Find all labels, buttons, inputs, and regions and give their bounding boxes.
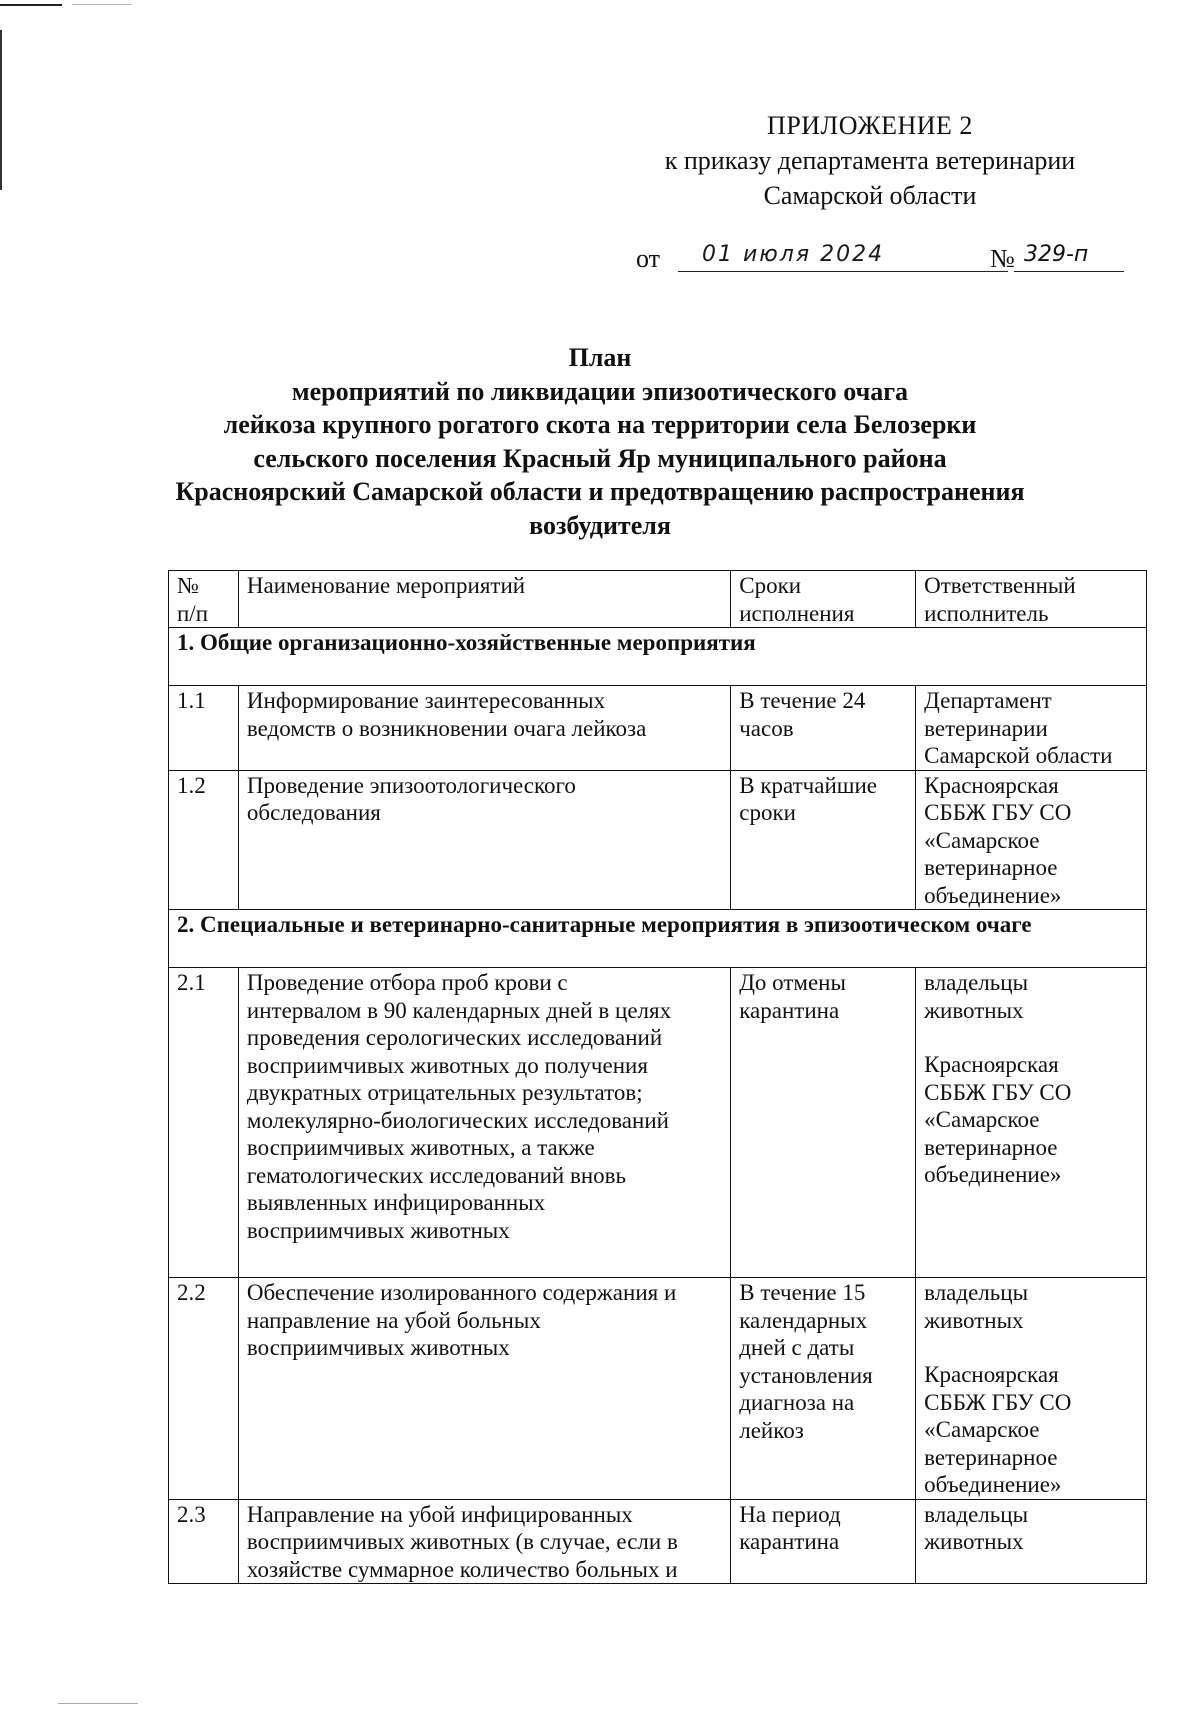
plan-table <box>168 570 1147 1584</box>
section-title: 2. Специальные и ветеринарно-санитарные мероприятия в эпизоотическом очаге <box>169 910 1147 968</box>
row-num: 2.2 <box>169 1278 239 1500</box>
row-name: Информирование заинтересованных ведомств о возникновении очага лейкоза <box>238 686 730 771</box>
order-date-number <box>636 244 1126 280</box>
header-term: Сроки исполнения <box>731 571 916 628</box>
header-num: № п/п <box>169 571 239 628</box>
row-term: До отмены карантина <box>731 968 916 1278</box>
header-responsible: Ответственный исполнитель <box>916 571 1147 628</box>
row-name: Проведение эпизоотологического обследования <box>238 770 730 910</box>
row-responsible: владельцы животных Красноярская СББЖ ГБУ СО «Самарское ветеринарное объединение» <box>916 1278 1147 1500</box>
table-row <box>169 1499 1147 1584</box>
annex-line: Самарской области <box>763 181 977 210</box>
table-row <box>169 968 1147 1278</box>
title-line: сельского поселения Красный Яр муниципального района <box>253 443 947 473</box>
row-responsible: владельцы животных Красноярская СББЖ ГБУ СО «Самарское ветеринарное объединение» <box>916 968 1147 1278</box>
scan-edge-mark <box>0 4 62 6</box>
table-header-row <box>169 571 1147 628</box>
document-title <box>100 341 1100 542</box>
row-num: 2.1 <box>169 968 239 1278</box>
title-line: лейкоза крупного рогатого скота на территории села Белозерки <box>223 410 977 439</box>
header-name: Наименование мероприятий <box>238 571 730 628</box>
row-num: 1.2 <box>169 770 239 910</box>
order-date-handwritten: 01 июля 2024 <box>678 242 1008 272</box>
title-line: мероприятий по ликвидации эпизоотического очага <box>291 376 909 406</box>
row-num: 1.1 <box>169 686 239 771</box>
title-line: Красноярский Самарской области и предотвращению распространения <box>175 477 1025 506</box>
row-term: В течение 24 часов <box>731 686 916 771</box>
row-name: Проведение отбора проб крови с интервалом в 90 календарных дней в целях проведения серологических исследований восприимчивых животных до получения двукратных отрицательных результатов; молекулярно-биологических исследований восприимчивых животных, а также гематологических исследований вновь выявленных инфицированных восприимчивых животных <box>238 968 730 1278</box>
table-row <box>169 770 1147 910</box>
annex-title: ПРИЛОЖЕНИЕ 2 <box>767 111 973 140</box>
annex-header <box>610 108 1130 213</box>
table-row <box>169 1278 1147 1500</box>
row-term: В кратчайшие сроки <box>731 770 916 910</box>
scan-edge-mark <box>72 4 132 5</box>
order-number-handwritten: 329-п <box>1014 242 1124 272</box>
row-name: Направление на убой инфицированных восприимчивых животных (в случае, если в хозяйстве суммарное количество больных и <box>238 1499 730 1584</box>
row-num: 2.3 <box>169 1499 239 1584</box>
row-responsible: Департамент ветеринарии Самарской области <box>916 686 1147 771</box>
table-row <box>169 686 1147 771</box>
row-responsible: владельцы животных <box>916 1499 1147 1584</box>
title-line: возбудителя <box>529 510 671 540</box>
row-term: На период карантина <box>731 1499 916 1584</box>
row-term: В течение 15 календарных дней с даты установления диагноза на лейкоз <box>731 1278 916 1500</box>
scan-edge-mark <box>58 1703 138 1704</box>
title-line: План <box>568 343 632 372</box>
row-responsible: Красноярская СББЖ ГБУ СО «Самарское ветеринарное объединение» <box>916 770 1147 910</box>
row-name: Обеспечение изолированного содержания и направление на убой больных восприимчивых животных <box>238 1278 730 1500</box>
section-row <box>169 910 1147 968</box>
scan-edge-mark <box>0 30 2 190</box>
section-row <box>169 628 1147 686</box>
order-from-label: от <box>636 244 661 273</box>
annex-line: к приказу департамента ветеринарии <box>664 146 1076 175</box>
order-number-label: № <box>990 244 1015 273</box>
section-title: 1. Общие организационно-хозяйственные мероприятия <box>169 628 1147 686</box>
